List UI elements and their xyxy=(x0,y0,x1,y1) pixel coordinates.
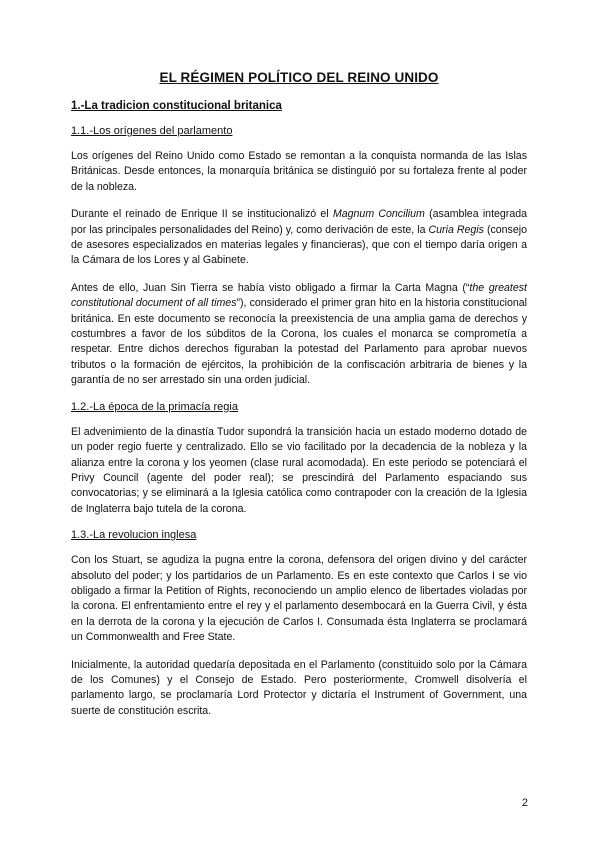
paragraph: Inicialmente, la autoridad quedaría depositada en el Parlamento (constituido solo por la Cámara de los Comunes) y el Consejo de Estado. Pero posteriormente, Cromwell disolvería el parlamento largo, se proclamaría Lord Protector y dictaría el Instrument of Government, una suerte de constitución escrita. xyxy=(71,658,527,717)
subsection-heading: 1.1.-Los orígenes del parlamento xyxy=(71,125,233,137)
document-title: EL RÉGIMEN POLÍTICO DEL REINO UNIDO xyxy=(159,70,439,85)
text-run: (consejo de asesores especializados en materias legales y financieras), que con el tiempo daría origen a la Cámara de los Lores y al Gabinete. xyxy=(71,223,527,267)
text-run: (asamblea integrada por las principales personalidades del Reino) y, como derivación de este, la xyxy=(71,208,527,236)
document-page xyxy=(71,70,527,731)
paragraph xyxy=(71,207,527,269)
paragraph: Los orígenes del Reino Unido como Estado se remontan a la conquista normanda de las Islas Británicas. Desde entonces, la monarquía británica se distinguió por su fortaleza frente al poder de la nobleza. xyxy=(71,150,527,193)
paragraph: El advenimiento de la dinastía Tudor supondrá la transición hacia un estado moderno dotado de un poder regio fuerte y centralizado. Ello se vio facilitado por la decadencia de la nobleza y la alianza entre la corona y los yeomen (clase rural acomodada). En este periodo se potenciará el Privy Council (agente del poder real); se prescindirá del Parlamento espaciando sus convocatorias; y se eliminará a la Iglesia católica como contrapoder con la creación de la Iglesia de Inglaterra bajo tutela de la corona. xyxy=(71,425,527,515)
italic-term: Magnum Concilium xyxy=(332,208,425,221)
italic-quote: the greatest constitutional document of all times xyxy=(71,281,528,310)
section-heading: 1.-La tradicion constitucional britanica xyxy=(71,100,282,112)
text-run: Antes de ello, Juan Sin Tierra se había visto obligado a firmar la Carta Magna (“ xyxy=(71,281,470,294)
subsection-heading: 1.2.-La época de la primacía regia xyxy=(71,400,238,413)
text-run: ”), considerado el primer gran hito en la historia constitucional británica. En este documento se reconocía la preexistencia de una amplia gama de derechos y costumbres a favor de los súbditos de la Corona, los cuales el monarca se comprometía a respetar. Entre dichos derechos figuraban la potestad del Parlamento para aprobar nuevos tributos o la formación de ejércitos, la prohibición de la confiscación arbitraria de bienes y la garantía de no ser arrestado sin una orden judicial. xyxy=(71,297,527,387)
page-number: 2 xyxy=(521,797,528,809)
subsection-heading: 1.3.-La revolucion inglesa xyxy=(71,529,197,542)
text-run: Durante el reinado de Enrique II se institucionalizó el xyxy=(71,208,333,221)
paragraph xyxy=(71,281,527,389)
italic-term: Curia Regis xyxy=(428,223,484,236)
paragraph: Con los Stuart, se agudiza la pugna entre la corona, defensora del origen divino y del carácter absoluto del poder; y los partidarios de un Parlamento. Es en este contexto que Carlos I se vio obligado a firmar la Petition of Rights, reconociendo un amplio elenco de libertades violadas por la corona. El enfrentamiento entre el rey y el parlamento desembocará en la Guerra Civil, y ésta en la derrota de la corona y la ejecución de Carlos I. Consumada ésta Inglaterra se proclamará un Commonwealth and Free State. xyxy=(71,554,527,644)
